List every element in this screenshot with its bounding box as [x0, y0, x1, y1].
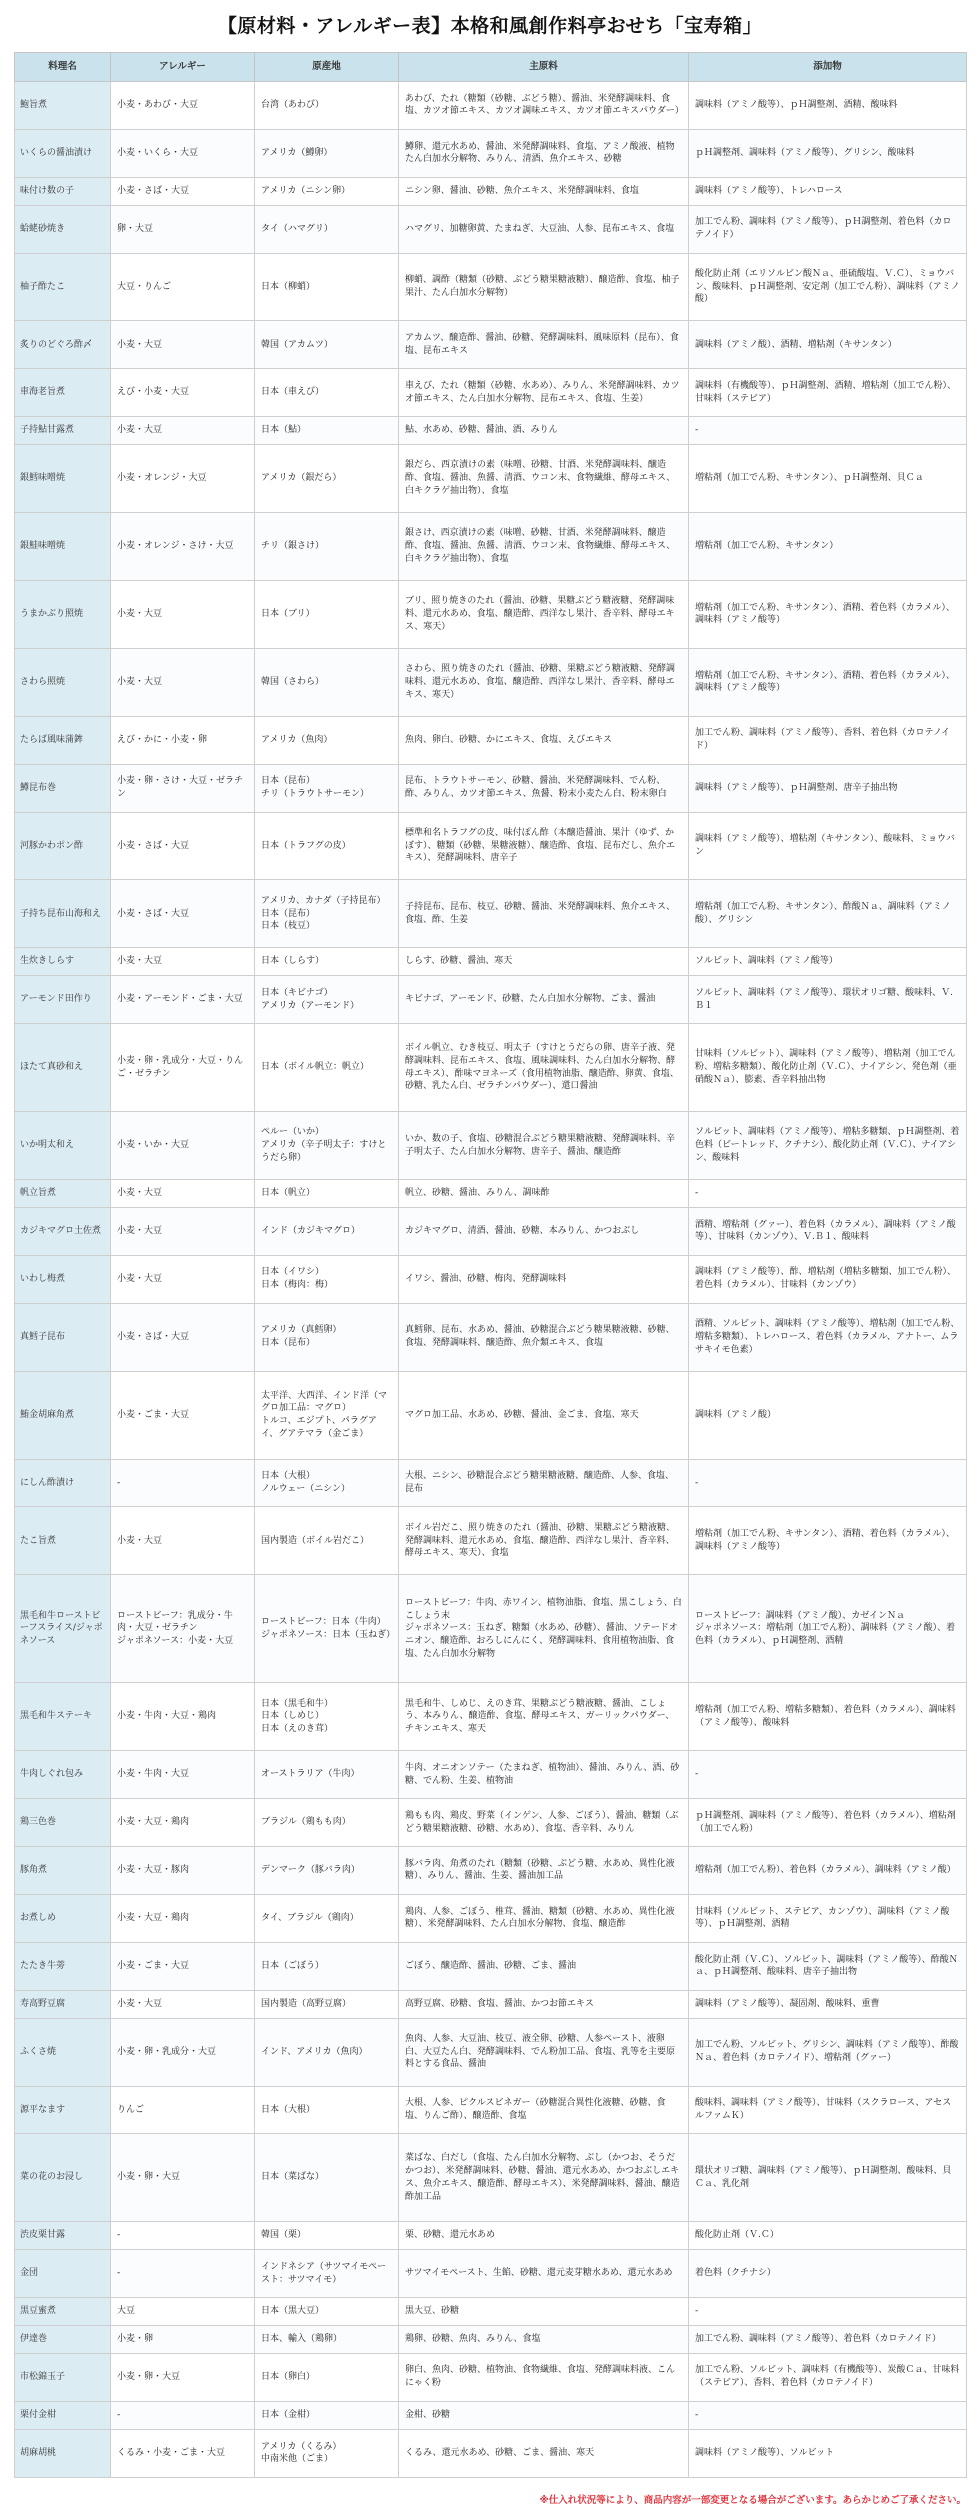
main-ingredients-cell: アカムツ、醸造酢、醤油、砂糖、発酵調味料、風味原料（昆布）、食塩、昆布エキス [399, 321, 689, 369]
dish-name-cell: 鶏三色巻 [15, 1799, 111, 1847]
table-row [15, 1371, 967, 1459]
allergy-cell: 小麦・ごま・大豆 [111, 1371, 255, 1459]
allergy-cell: 小麦・大豆 [111, 1180, 255, 1208]
main-ingredients-cell: ローストビーフ：牛肉、赤ワイン、植物油脂、食塩、黒こしょう、白こしょう末 ジャポネソース：玉ねぎ、糖類（水あめ、砂糖）、醤油、ソテードオニオン、醸造酢、おろしにんにく、発酵調味料、食用植物油脂、食塩、たん白加水分解物 [399, 1575, 689, 1683]
main-ingredients-cell: 鶏肉、人参、ごぼう、椎茸、醤油、糖類（砂糖、水あめ、異性化液糖）、米発酵調味料、たん白加水分解物、食塩、醸造酢 [399, 1894, 689, 1942]
main-ingredients-cell: 銀さけ、西京漬けの素（味噌、砂糖、甘酒、米発酵調味料、醸造酢、食塩、醤油、魚醤、清酒、ウコン末、食物繊維、酵母エキス、白キクラゲ抽出物）、食塩 [399, 513, 689, 581]
table-row [15, 1255, 967, 1303]
allergy-cell: 小麦・牛肉・大豆・鶏肉 [111, 1683, 255, 1751]
additives-cell: ｐＨ調整剤、調味料（アミノ酸等）、グリシン、酸味料 [689, 129, 967, 177]
additives-cell: 調味料（アミノ酸等）、トレハロース [689, 177, 967, 205]
main-ingredients-cell: 卵白、魚肉、砂糖、植物油、食物繊維、食塩、発酵調味料液、こんにゃく粉 [399, 2353, 689, 2401]
dish-name-cell: 金団 [15, 2250, 111, 2298]
main-ingredients-cell: 豚バラ肉、角煮のたれ（糖類（砂糖、ぶどう糖、水あめ、異性化液糖）、みりん、醤油、生姜、醤油加工品 [399, 1847, 689, 1895]
allergy-cell: 小麦・卵・大豆 [111, 2353, 255, 2401]
dish-name-cell: 豚角煮 [15, 1847, 111, 1895]
origin-cell: 日本（大根） [255, 2086, 399, 2134]
allergy-cell: 小麦・さば・大豆 [111, 177, 255, 205]
additives-cell: 調味料（アミノ酸等）、ソルビット [689, 2429, 967, 2477]
additives-cell: 甘味料（ソルビット、ステビア、カンゾウ）、調味料（アミノ酸等）、ｐＨ調整剤、酒精 [689, 1894, 967, 1942]
table-row [15, 1751, 967, 1799]
header-origin: 原産地 [255, 53, 399, 82]
origin-cell: 日本（ブリ） [255, 580, 399, 648]
allergy-cell: - [111, 2222, 255, 2250]
origin-cell: 日本（鮎） [255, 417, 399, 445]
dish-name-cell: 菜の花のお浸し [15, 2134, 111, 2222]
additives-cell: 甘味料（ソルビット）、調味料（アミノ酸等）、増粘剤（加工でん粉、増粘多糖類）、酸化防止剤（Ｖ.Ｃ）、ナイアシン、発色剤（亜硝酸Ｎａ）、膨素、香辛料抽出物 [689, 1024, 967, 1112]
main-ingredients-cell: 大根、人参、ピクルスビネガー（砂糖混合異性化液糖、砂糖、食塩、りんご酢）、醸造酢、食塩 [399, 2086, 689, 2134]
additives-cell: 調味料（アミノ酸）、酒精、増粘剤（キサンタン） [689, 321, 967, 369]
allergy-cell: 小麦・アーモンド・ごま・大豆 [111, 976, 255, 1024]
allergy-cell: 小麦・大豆 [111, 580, 255, 648]
table-row [15, 1990, 967, 2018]
table-row [15, 417, 967, 445]
additives-cell: 酒精、増粘剤（グァー）、着色料（カラメル）、調味料（アミノ酸等）、甘味料（カンゾウ）、Ｖ.Ｂ１、酸味料 [689, 1207, 967, 1255]
main-ingredients-cell: 菜ばな、白だし（食塩、たん白加水分解物、ぶし（かつお、そうだかつお）、米発酵調味料、砂糖、醤油、還元水あめ、かつおぶしエキス、魚介エキス、醸造酢、酵母エキス）、米発酵調味料、醤油、醸造酢加工品 [399, 2134, 689, 2222]
main-ingredients-cell: 魚肉、人参、大豆油、枝豆、液全卵、砂糖、人参ペースト、液卵白、大豆たん白、発酵調味料、でん粉加工品、食塩、乳等を主要原料とする食品、醤油 [399, 2018, 689, 2086]
allergy-cell: えび・小麦・大豆 [111, 369, 255, 417]
dish-name-cell: 伊達巻 [15, 2325, 111, 2353]
main-ingredients-cell: 柳蛸、調酢（糖類（砂糖、ぶどう糖果糖液糖）、醸造酢、食塩、柚子果汁、たん白加水分解物） [399, 253, 689, 321]
additives-cell: 増粘剤（加工でん粉、キサンタン）、酒精、着色料（カラメル）、調味料（アミノ酸等） [689, 648, 967, 716]
dish-name-cell: 車海老旨煮 [15, 369, 111, 417]
main-ingredients-cell: 標準和名トラフグの皮、味付ぽん酢（本醸造醤油、果汁（ゆず、かぼす）、糖類（砂糖、果糖液糖）、醸造酢、食塩、昆布だし、魚介エキス）、発酵調味料、唐辛子 [399, 812, 689, 880]
allergy-cell: 小麦・卵・大豆 [111, 2134, 255, 2222]
allergy-cell: 小麦・大豆・豚肉 [111, 1847, 255, 1895]
header-allergy: アレルギー [111, 53, 255, 82]
origin-cell: タイ、ブラジル（鶏肉） [255, 1894, 399, 1942]
table-row [15, 2353, 967, 2401]
origin-cell: 日本（大根） ノルウェー（ニシン） [255, 1459, 399, 1507]
allergy-cell: 小麦・大豆・鶏肉 [111, 1894, 255, 1942]
origin-cell: 韓国（アカムツ） [255, 321, 399, 369]
dish-name-cell: 黒毛和牛ステーキ [15, 1683, 111, 1751]
dish-name-cell: たらば風味蒲鉾 [15, 716, 111, 764]
main-ingredients-cell: 鶏もも肉、鶏皮、野菜（インゲン、人参、ごぼう）、醤油、糖類（ぶどう糖果糖液糖、砂糖、水あめ）、食塩、香辛料、みりん [399, 1799, 689, 1847]
table-row [15, 1894, 967, 1942]
allergy-cell: 小麦・大豆 [111, 648, 255, 716]
dish-name-cell: 味付け数の子 [15, 177, 111, 205]
allergy-cell: えび・かに・小麦・卵 [111, 716, 255, 764]
main-ingredients-cell: カジキマグロ、清酒、醤油、砂糖、本みりん、かつおぶし [399, 1207, 689, 1255]
additives-cell: ソルビット、調味料（アミノ酸等）、環状オリゴ糖、酸味料、Ｖ.Ｂ１ [689, 976, 967, 1024]
dish-name-cell: いくらの醤油漬け [15, 129, 111, 177]
main-ingredients-cell: 栗、砂糖、還元水あめ [399, 2222, 689, 2250]
table-row [15, 812, 967, 880]
table-row [15, 1683, 967, 1751]
main-ingredients-cell: 昆布、トラウトサーモン、砂糖、醤油、米発酵調味料、でん粉、酢、みりん、カツオ節エキス、魚醤、粉末小麦たん白、粉末卵白 [399, 764, 689, 812]
table-row [15, 1112, 967, 1180]
additives-cell: 増粘剤（加工でん粉）、着色料（カラメル）、調味料（アミノ酸） [689, 1847, 967, 1895]
main-ingredients-cell: 車えび、たれ（糖類（砂糖、水あめ）、みりん、米発酵調味料、カツオ節エキス、たん白加水分解物、昆布エキス、食塩、生姜） [399, 369, 689, 417]
origin-cell: ペルー（いか） アメリカ（辛子明太子：すけとうだら卵） [255, 1112, 399, 1180]
dish-name-cell: アーモンド田作り [15, 976, 111, 1024]
dish-name-cell: 黒毛和牛ローストビーフスライス/ジャポネソース [15, 1575, 111, 1683]
origin-cell: アメリカ、カナダ（子持昆布） 日本（昆布） 日本（枝豆） [255, 880, 399, 948]
main-ingredients-cell: 黒大豆、砂糖 [399, 2298, 689, 2326]
table-row [15, 445, 967, 513]
allergy-cell: ローストビーフ：乳成分・牛肉・大豆・ゼラチン ジャポネソース：小麦・大豆 [111, 1575, 255, 1683]
dish-name-cell: たこ旨煮 [15, 1507, 111, 1575]
dish-name-cell: 真鱈子昆布 [15, 1303, 111, 1371]
dish-name-cell: 栗付金柑 [15, 2401, 111, 2429]
table-row [15, 513, 967, 581]
table-row [15, 1180, 967, 1208]
origin-cell: 日本（柳蛸） [255, 253, 399, 321]
additives-cell: 調味料（アミノ酸） [689, 1371, 967, 1459]
dish-name-cell: 源平なます [15, 2086, 111, 2134]
additives-cell: 調味料（アミノ酸等）、ｐＨ調整剤、酒精、酸味料 [689, 82, 967, 130]
origin-cell: 国内製造（ボイル岩だこ） [255, 1507, 399, 1575]
additives-cell: 増粘剤（加工でん粉、増粘多糖類）、着色料（カラメル）、調味料（アミノ酸等）、酸味料 [689, 1683, 967, 1751]
allergy-cell: 小麦・大豆 [111, 321, 255, 369]
table-row [15, 976, 967, 1024]
additives-cell: 酸化防止剤（エリソルビン酸Ｎａ、亜硫酸塩、Ｖ.Ｃ）、ミョウバン、酸味料、ｐＨ調整剤、安定剤（加工でん粉）、調味料（アミノ酸） [689, 253, 967, 321]
allergy-cell: 小麦・牛肉・大豆 [111, 1751, 255, 1799]
origin-cell: 国内製造（高野豆腐） [255, 1990, 399, 2018]
main-ingredients-cell: 鶏卵、砂糖、魚肉、みりん、食塩 [399, 2325, 689, 2353]
allergy-cell: 小麦・卵・乳成分・大豆 [111, 2018, 255, 2086]
table-row [15, 880, 967, 948]
footer-note: ※仕入れ状況等により、商品内容が一部変更となる場合がございます。あらかじめご了承ください。 [539, 2495, 966, 2506]
header-main-ingredients: 主原料 [399, 53, 689, 82]
additives-cell: 加工でん粉、調味料（アミノ酸等）、着色料（カロテノイド） [689, 2325, 967, 2353]
table-row [15, 716, 967, 764]
dish-name-cell: 牛肉しぐれ包み [15, 1751, 111, 1799]
origin-cell: 日本（帆立） [255, 1180, 399, 1208]
main-ingredients-cell: サツマイモペースト、生餡、砂糖、還元麦芽糖水あめ、還元水あめ [399, 2250, 689, 2298]
table-row [15, 2134, 967, 2222]
additives-cell: 増粘剤（加工でん粉、キサンタン）、酢酸Ｎａ、調味料（アミノ酸）、グリシン [689, 880, 967, 948]
additives-cell: ローストビーフ：調味料（アミノ酸）、カゼインＮａ ジャポネソース：増粘剤（加工でん粉）、調味料（アミノ酸）、着色料（カラメル）、ｐＨ調整剤、酒精 [689, 1575, 967, 1683]
additives-cell: 酒精、ソルビット、調味料（アミノ酸等）、増粘剤（加工でん粉、増粘多糖類）、トレハロース、着色料（カラメル、アナトー、ムラサキイモ色素） [689, 1303, 967, 1371]
dish-name-cell: お煮しめ [15, 1894, 111, 1942]
main-ingredients-cell: ボイル帆立、むき枝豆、明太子（すけとうだらの卵、唐辛子液、発酵調味料、昆布エキス、食塩、風味調味料、たん白加水分解物、酵母エキス）、酢味マヨネーズ（食用植物油脂、醸造酢、卵黄、食塩、砂糖、乳たん白、ゼラチンパウダー）、還口醤油 [399, 1024, 689, 1112]
table-row [15, 129, 967, 177]
allergy-cell: 小麦・大豆 [111, 948, 255, 976]
dish-name-cell: うまかぶり照焼 [15, 580, 111, 648]
origin-cell: デンマーク（豚バラ肉） [255, 1847, 399, 1895]
additives-cell: - [689, 2401, 967, 2429]
main-ingredients-cell: 高野豆腐、砂糖、食塩、醤油、かつお節エキス [399, 1990, 689, 2018]
main-ingredients-cell: 黒毛和牛、しめじ、えのき茸、果糖ぶどう糖液糖、醤油、こしょう、本みりん、醸造酢、食塩、酵母エキス、ガーリックパウダー、チキンエキス、寒天 [399, 1683, 689, 1751]
allergy-cell: 小麦・オレンジ・大豆 [111, 445, 255, 513]
allergy-cell: 小麦・大豆 [111, 417, 255, 445]
origin-cell: ローストビーフ：日本（牛肉） ジャポネソース：日本（玉ねぎ） [255, 1575, 399, 1683]
allergy-cell: 大豆 [111, 2298, 255, 2326]
origin-cell: タイ（ハマグリ） [255, 205, 399, 253]
allergy-cell: 小麦・大豆・鶏肉 [111, 1799, 255, 1847]
table-row [15, 2086, 967, 2134]
allergy-cell: - [111, 1459, 255, 1507]
additives-cell: - [689, 1751, 967, 1799]
table-row [15, 764, 967, 812]
allergy-cell: 小麦・いか・大豆 [111, 1112, 255, 1180]
table-body [15, 82, 967, 2478]
main-ingredients-cell: しらす、砂糖、醤油、寒天 [399, 948, 689, 976]
main-ingredients-cell: 大根、ニシン、砂糖混合ぶどう糖果糖液糖、醸造酢、人参、食塩、昆布 [399, 1459, 689, 1507]
header-additives: 添加物 [689, 53, 967, 82]
additives-cell: 増粘剤（加工でん粉、キサンタン）、ｐＨ調整剤、貝Ｃａ [689, 445, 967, 513]
allergy-cell: くるみ・小麦・ごま・大豆 [111, 2429, 255, 2477]
dish-name-cell: ふくさ焼 [15, 2018, 111, 2086]
allergy-cell: 小麦・さば・大豆 [111, 812, 255, 880]
table-row [15, 2018, 967, 2086]
table-row [15, 1847, 967, 1895]
main-ingredients-cell: 牛肉、オニオンソテー（たまねぎ、植物油）、醤油、みりん、酒、砂糖、でん粉、生姜、植物油 [399, 1751, 689, 1799]
dish-name-cell: にしん酢漬け [15, 1459, 111, 1507]
main-ingredients-cell: キビナゴ、アーモンド、砂糖、たん白加水分解物、ごま、醤油 [399, 976, 689, 1024]
main-ingredients-cell: 子持昆布、昆布、枝豆、砂糖、醤油、米発酵調味料、魚介エキス、食塩、酢、生姜 [399, 880, 689, 948]
dish-name-cell: 渋皮栗甘露 [15, 2222, 111, 2250]
allergy-cell: 小麦・大豆 [111, 1207, 255, 1255]
dish-name-cell: カジキマグロ土佐煮 [15, 1207, 111, 1255]
allergy-cell: 小麦・あわび・大豆 [111, 82, 255, 130]
origin-cell: チリ（銀さけ） [255, 513, 399, 581]
dish-name-cell: 炙りのどぐろ酢〆 [15, 321, 111, 369]
dish-name-cell: 鱒昆布巻 [15, 764, 111, 812]
main-ingredients-cell: マグロ加工品、水あめ、砂糖、醤油、金ごま、食塩、寒天 [399, 1371, 689, 1459]
origin-cell: ブラジル（鶏もも肉） [255, 1799, 399, 1847]
main-ingredients-cell: ハマグリ、加糖卵黄、たまねぎ、大豆油、人参、昆布エキス、食塩 [399, 205, 689, 253]
table-row [15, 1459, 967, 1507]
origin-cell: オーストラリア（牛肉） [255, 1751, 399, 1799]
additives-cell: - [689, 417, 967, 445]
table-row [15, 177, 967, 205]
allergy-table [14, 52, 967, 2478]
main-ingredients-cell: いか、数の子、食塩、砂糖混合ぶどう糖果糖液糖、発酵調味料、辛子明太子、たん白加水分解物、唐辛子、醤油、醸造酢 [399, 1112, 689, 1180]
table-row [15, 1207, 967, 1255]
origin-cell: インド（カジキマグロ） [255, 1207, 399, 1255]
additives-cell: - [689, 2298, 967, 2326]
dish-name-cell: 黒豆蜜煮 [15, 2298, 111, 2326]
origin-cell: 日本（ごぼう） [255, 1942, 399, 1990]
dish-name-cell: 銀鱈味噌焼 [15, 445, 111, 513]
origin-cell: 日本（卵白） [255, 2353, 399, 2401]
origin-cell: 日本（車えび） [255, 369, 399, 417]
origin-cell: アメリカ（くるみ） 中南米他（ごま） [255, 2429, 399, 2477]
table-row [15, 253, 967, 321]
origin-cell: 日本（昆布） チリ（トラウトサーモン） [255, 764, 399, 812]
table-row [15, 2401, 967, 2429]
allergy-cell: - [111, 2250, 255, 2298]
main-ingredients-cell: ブリ、照り焼きのたれ（醤油、砂糖、果糖ぶどう糖液糖、発酵調味料、還元水あめ、食塩、醸造酢、西洋なし果汁、香辛料、酵母エキス、寒天） [399, 580, 689, 648]
table-row [15, 205, 967, 253]
table-row [15, 948, 967, 976]
additives-cell: 加工でん粉、ソルビット、グリシン、調味料（アミノ酸等）、酢酸Ｎａ、着色料（カロテノイド）、増粘剤（グァー） [689, 2018, 967, 2086]
allergy-cell: 小麦・オレンジ・さけ・大豆 [111, 513, 255, 581]
additives-cell: ソルビット、調味料（アミノ酸等） [689, 948, 967, 976]
dish-name-cell: 蛤蛯砂焼き [15, 205, 111, 253]
additives-cell: 加工でん粉、ソルビット、調味料（有機酸等）、炭酸Ｃａ、甘味料（ステビア）、香料、着色料（カロテノイド） [689, 2353, 967, 2401]
origin-cell: 日本（黒毛和牛） 日本（しめじ） 日本（えのき茸） [255, 1683, 399, 1751]
origin-cell: 太平洋、大西洋、インド洋（マグロ加工品：マグロ） トルコ、エジプト、パラグアイ、グアテマラ（金ごま） [255, 1371, 399, 1459]
origin-cell: アメリカ（鱒卵） [255, 129, 399, 177]
table-row [15, 1575, 967, 1683]
additives-cell: - [689, 1459, 967, 1507]
additives-cell: 調味料（アミノ酸等）、ｐＨ調整剤、唐辛子抽出物 [689, 764, 967, 812]
main-ingredients-cell: ごぼう、醸造酢、醤油、砂糖、ごま、醤油 [399, 1942, 689, 1990]
additives-cell: 環状オリゴ糖、調味料（アミノ酸等）、ｐＨ調整剤、酸味料、貝Ｃａ、乳化剤 [689, 2134, 967, 2222]
main-ingredients-cell: さわら、照り焼きのたれ（醤油、砂糖、果糖ぶどう糖液糖、発酵調味料、還元水あめ、食塩、醸造酢、西洋なし果汁、香辛料、酵母エキス、寒天） [399, 648, 689, 716]
page-title: 【原材料・アレルギー表】本格和風創作料亭おせち「宝寿箱」 [217, 15, 763, 37]
allergy-cell: 小麦・卵 [111, 2325, 255, 2353]
main-ingredients-cell: 帆立、砂糖、醤油、みりん、調味酢 [399, 1180, 689, 1208]
dish-name-cell: 胡麻胡桃 [15, 2429, 111, 2477]
origin-cell: インド、アメリカ（魚肉） [255, 2018, 399, 2086]
allergy-cell: 小麦・大豆 [111, 1507, 255, 1575]
table-row [15, 1799, 967, 1847]
origin-cell: 日本（黒大豆） [255, 2298, 399, 2326]
main-ingredients-cell: イワシ、醤油、砂糖、梅肉、発酵調味料 [399, 1255, 689, 1303]
allergy-cell: りんご [111, 2086, 255, 2134]
table-row [15, 321, 967, 369]
additives-cell: 調味料（アミノ酸等）、増粘剤（キサンタン）、酸味料、ミョウバン [689, 812, 967, 880]
additives-cell: 増粘剤（加工でん粉、キサンタン）、酒精、着色料（カラメル）、調味料（アミノ酸等） [689, 580, 967, 648]
allergy-cell: 大豆・りんご [111, 253, 255, 321]
main-ingredients-cell: ニシン卵、醤油、砂糖、魚介エキス、米発酵調味料、食塩 [399, 177, 689, 205]
origin-cell: 日本（しらす） [255, 948, 399, 976]
dish-name-cell: 柚子酢たこ [15, 253, 111, 321]
table-row [15, 2250, 967, 2298]
dish-name-cell: 帆立旨煮 [15, 1180, 111, 1208]
allergy-cell: 卵・大豆 [111, 205, 255, 253]
allergy-cell: 小麦・ごま・大豆 [111, 1942, 255, 1990]
origin-cell: 日本、輸入（鶏卵） [255, 2325, 399, 2353]
main-ingredients-cell: 魚肉、卵白、砂糖、かにエキス、食塩、えびエキス [399, 716, 689, 764]
allergy-cell: 小麦・卵・乳成分・大豆・りんご・ゼラチン [111, 1024, 255, 1112]
allergy-cell: 小麦・さば・大豆 [111, 880, 255, 948]
dish-name-cell: ほたて真砂和え [15, 1024, 111, 1112]
origin-cell: 日本（菜ばな） [255, 2134, 399, 2222]
additives-cell: 加工でん粉、調味料（アミノ酸等）、香料、着色料（カロテノイド） [689, 716, 967, 764]
main-ingredients-cell: 真鱈卵、昆布、水あめ、醤油、砂糖混合ぶどう糖果糖液糖、砂糖、食塩、発酵調味料、醸造酢、魚介類エキス、食塩 [399, 1303, 689, 1371]
additives-cell: 増粘剤（加工でん粉、キサンタン）、酒精、着色料（カラメル）、調味料（アミノ酸等） [689, 1507, 967, 1575]
dish-name-cell: 市松錦玉子 [15, 2353, 111, 2401]
allergy-cell: 小麦・大豆 [111, 1990, 255, 2018]
dish-name-cell: さわら照焼 [15, 648, 111, 716]
allergy-cell: 小麦・さば・大豆 [111, 1303, 255, 1371]
additives-cell: ｐＨ調整剤、調味料（アミノ酸等）、着色料（カラメル）、増粘剤（加工でん粉） [689, 1799, 967, 1847]
main-ingredients-cell: あわび、たれ（糖類（砂糖、ぶどう糖）、醤油、米発酵調味料、食塩、カツオ節エキス、カツオ調味エキス、カツオ節エキスパウダー） [399, 82, 689, 130]
main-ingredients-cell: 銀だら、西京漬けの素（味噌、砂糖、甘酒、米発酵調味料、醸造酢、食塩、醤油、魚醤、清酒、ウコン末、食物繊維、酵母エキス、白キクラゲ抽出物）、食塩 [399, 445, 689, 513]
origin-cell: 韓国（さわら） [255, 648, 399, 716]
dish-name-cell: 河豚かわポン酢 [15, 812, 111, 880]
additives-cell: - [689, 1180, 967, 1208]
table-row [15, 82, 967, 130]
table-row [15, 2325, 967, 2353]
dish-name-cell: 鮑旨煮 [15, 82, 111, 130]
origin-cell: アメリカ（魚肉） [255, 716, 399, 764]
origin-cell: 日本（イワシ） 日本（梅肉：梅） [255, 1255, 399, 1303]
additives-cell: 酸化防止剤（Ｖ.Ｃ） [689, 2222, 967, 2250]
dish-name-cell: たたき牛蒡 [15, 1942, 111, 1990]
origin-cell: 日本（ボイル帆立：帆立） [255, 1024, 399, 1112]
table-row [15, 580, 967, 648]
dish-name-cell: 銀鮭味噌焼 [15, 513, 111, 581]
header-dish-name: 料理名 [15, 53, 111, 82]
table-row [15, 648, 967, 716]
main-ingredients-cell: ボイル岩だこ、照り焼きのたれ（醤油、砂糖、果糖ぶどう糖液糖、発酵調味料、還元水あめ、食塩、醸造酢、西洋なし果汁、香辛料、酵母エキス、寒天）、食塩 [399, 1507, 689, 1575]
table-row [15, 2429, 967, 2477]
table-row [15, 1024, 967, 1112]
allergy-cell: 小麦・大豆 [111, 1255, 255, 1303]
origin-cell: アメリカ（ニシン卵） [255, 177, 399, 205]
additives-cell: ソルビット、調味料（アミノ酸等）、増粘多糖類、ｐＨ調整剤、着色料（ビートレッド、クチナシ）、酸化防止剤（Ｖ.Ｃ）、ナイアシン、酸味料 [689, 1112, 967, 1180]
origin-cell: インドネシア（サツマイモペースト：サツマイモ） [255, 2250, 399, 2298]
additives-cell: 加工でん粉、調味料（アミノ酸等）、ｐＨ調整剤、着色料（カロテノイド） [689, 205, 967, 253]
allergy-cell: 小麦・卵・さけ・大豆・ゼラチン [111, 764, 255, 812]
main-ingredients-cell: 鱒卵、還元水あめ、醤油、米発酵調味料、食塩、アミノ酸液、植物たん白加水分解物、みりん、清酒、魚介エキス、砂糖 [399, 129, 689, 177]
allergy-cell: - [111, 2401, 255, 2429]
table-header-row [15, 53, 967, 82]
origin-cell: 台湾（あわび） [255, 82, 399, 130]
table-row [15, 2298, 967, 2326]
origin-cell: 日本（金柑） [255, 2401, 399, 2429]
dish-name-cell: 子持ち昆布山海和え [15, 880, 111, 948]
additives-cell: 着色料（クチナシ） [689, 2250, 967, 2298]
dish-name-cell: 子持鮎甘露煮 [15, 417, 111, 445]
main-ingredients-cell: 金柑、砂糖 [399, 2401, 689, 2429]
additives-cell: 増粘剤（加工でん粉、キサンタン） [689, 513, 967, 581]
table-row [15, 1303, 967, 1371]
main-ingredients-cell: くるみ、還元水あめ、砂糖、ごま、醤油、寒天 [399, 2429, 689, 2477]
origin-cell: アメリカ（真鱈卵） 日本（昆布） [255, 1303, 399, 1371]
additives-cell: 酸味料、調味料（アミノ酸等）、甘味料（スクラロース、アセスルファムＫ） [689, 2086, 967, 2134]
table-row [15, 1942, 967, 1990]
dish-name-cell: 生炊きしらす [15, 948, 111, 976]
origin-cell: 韓国（栗） [255, 2222, 399, 2250]
additives-cell: 酸化防止剤（Ｖ.Ｃ）、ソルビット、調味料（アミノ酸等）、酢酸Ｎａ、ｐＨ調整剤、酸味料、唐辛子抽出物 [689, 1942, 967, 1990]
origin-cell: 日本（トラフグの皮） [255, 812, 399, 880]
dish-name-cell: 寿高野豆腐 [15, 1990, 111, 2018]
main-ingredients-cell: 鮎、水あめ、砂糖、醤油、酒、みりん [399, 417, 689, 445]
dish-name-cell: 鮪金胡麻角煮 [15, 1371, 111, 1459]
additives-cell: 調味料（アミノ酸等）、凝固剤、酸味料、重曹 [689, 1990, 967, 2018]
table-row [15, 2222, 967, 2250]
table-row [15, 1507, 967, 1575]
origin-cell: アメリカ（銀だら） [255, 445, 399, 513]
allergy-cell: 小麦・いくら・大豆 [111, 129, 255, 177]
additives-cell: 調味料（有機酸等）、ｐＨ調整剤、酒精、増粘剤（加工でん粉）、甘味料（ステビア） [689, 369, 967, 417]
origin-cell: 日本（キビナゴ） アメリカ（アーモンド） [255, 976, 399, 1024]
dish-name-cell: いか明太和え [15, 1112, 111, 1180]
table-row [15, 369, 967, 417]
dish-name-cell: いわし梅煮 [15, 1255, 111, 1303]
additives-cell: 調味料（アミノ酸等）、酢、増粘剤（増粘多糖類、加工でん粉）、着色料（カラメル）、甘味料（カンゾウ） [689, 1255, 967, 1303]
